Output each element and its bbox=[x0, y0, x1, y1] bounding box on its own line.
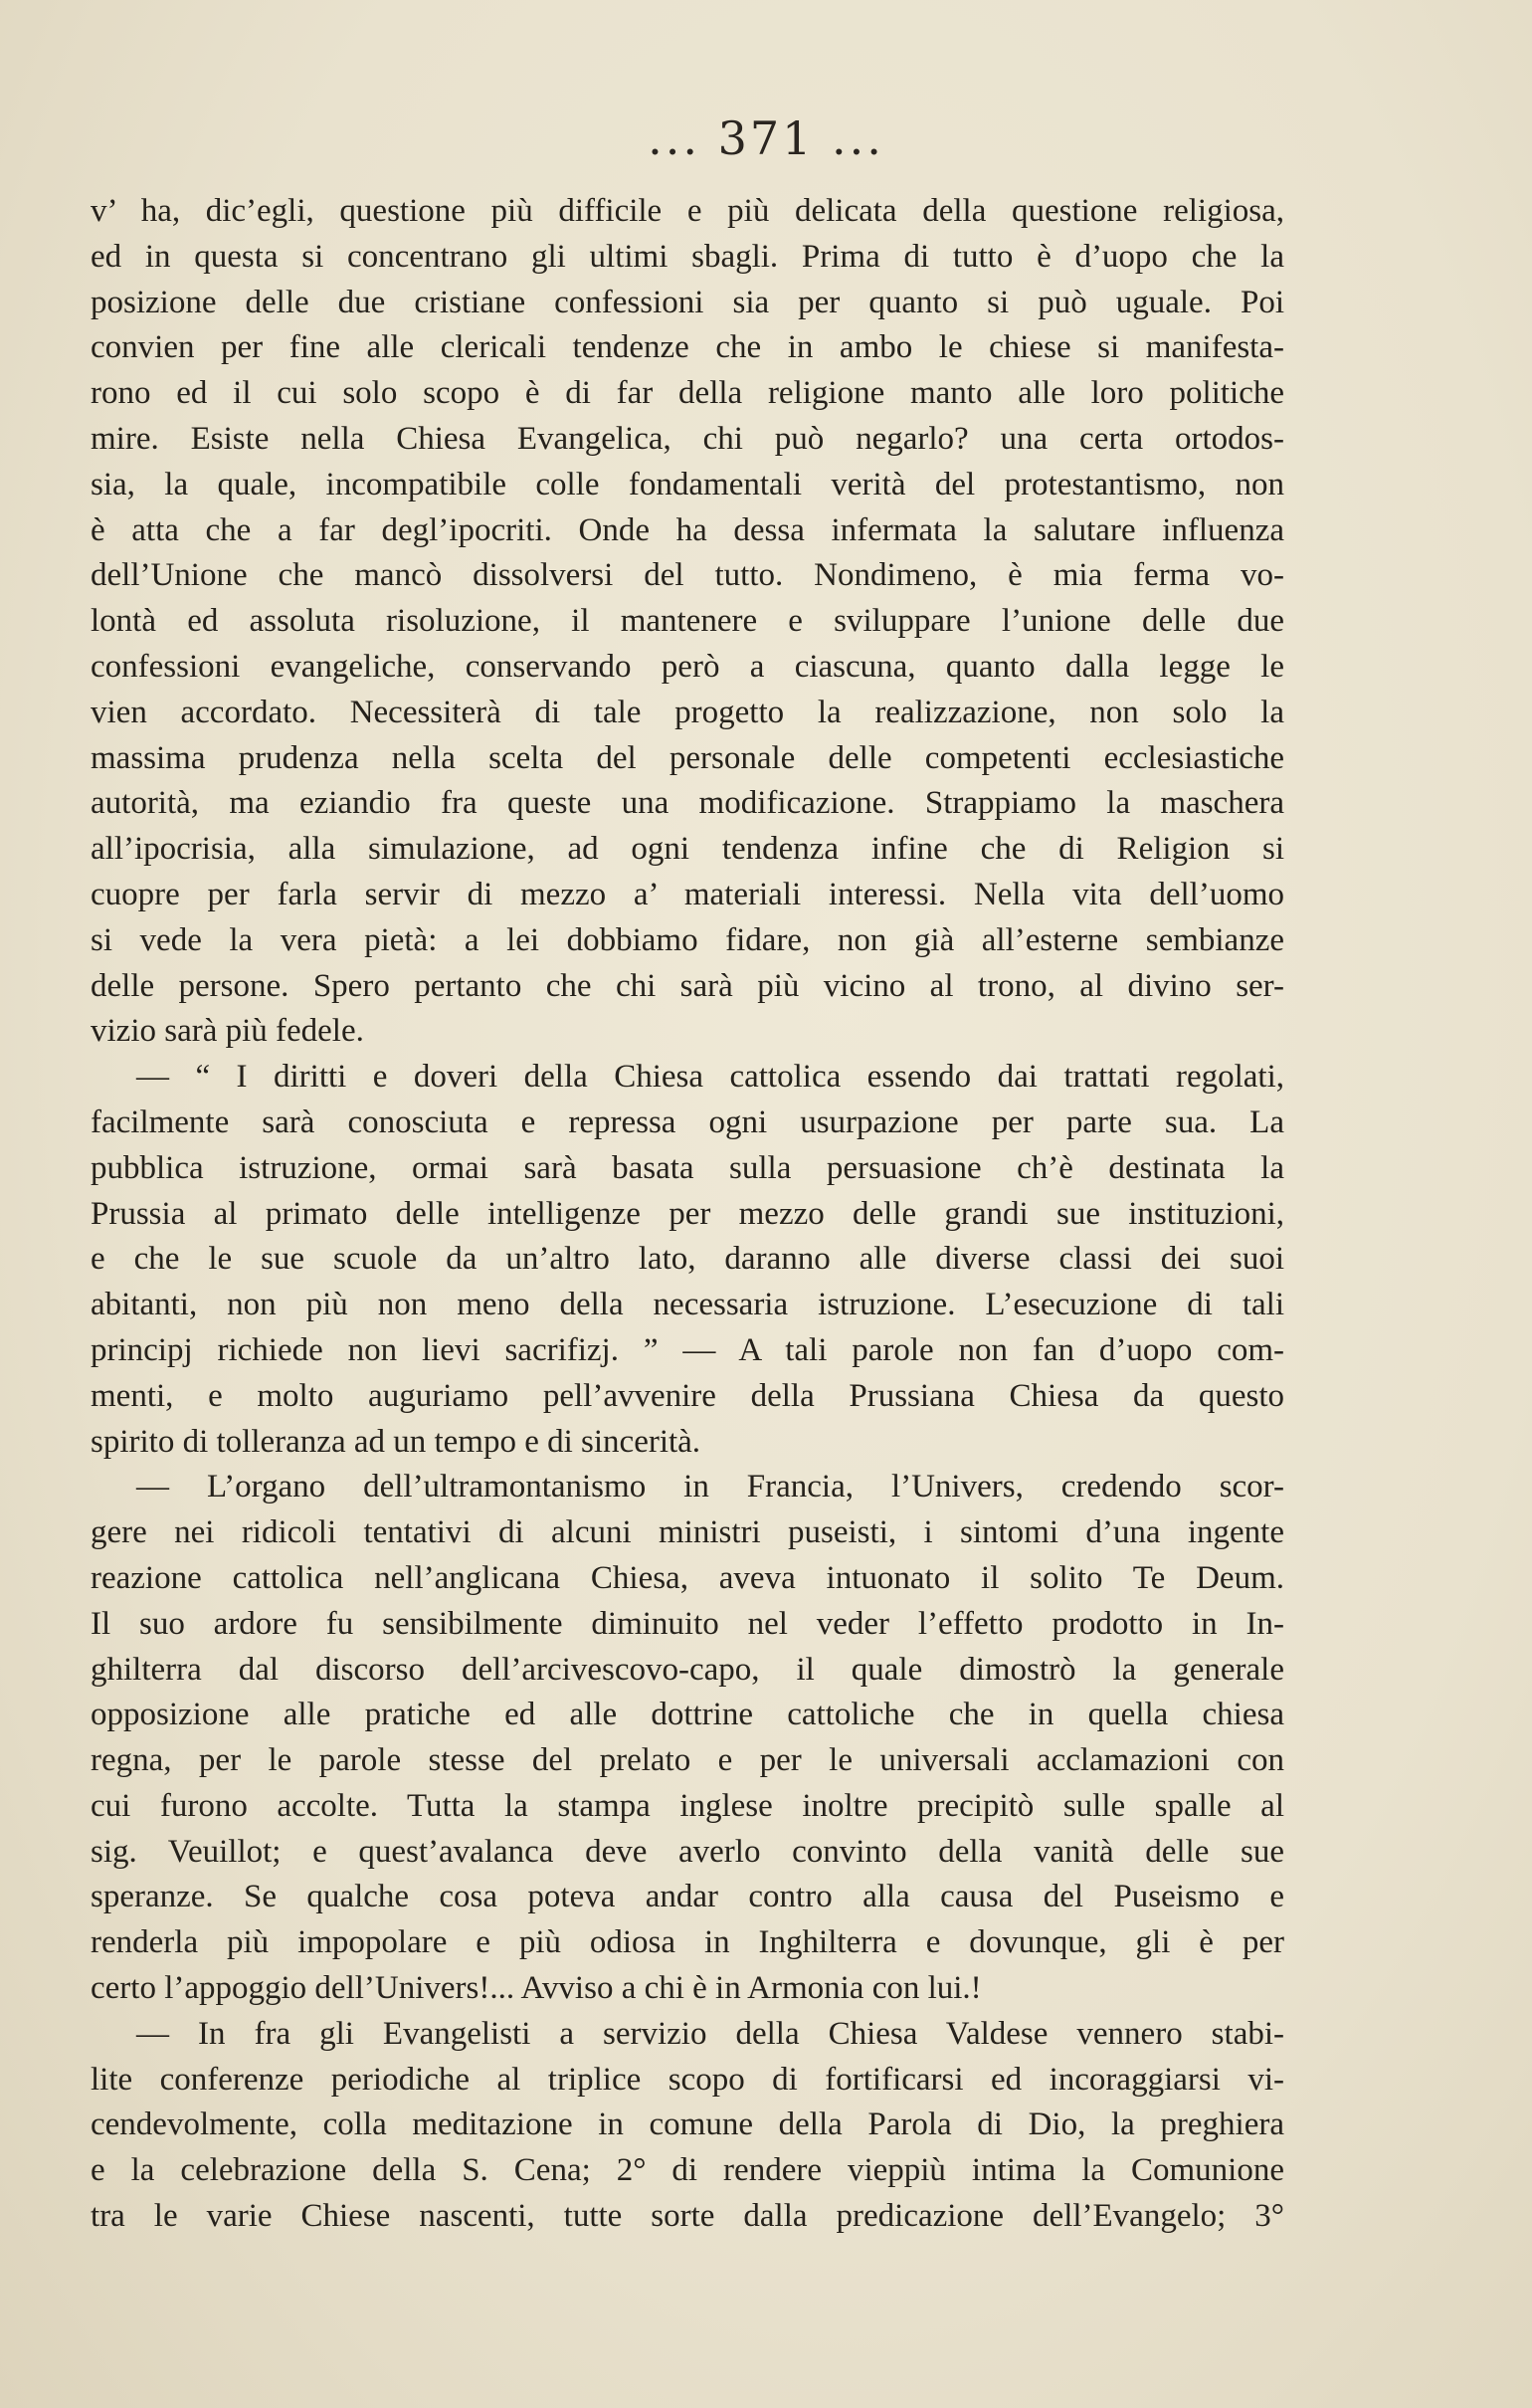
text-line: autorità, ma eziandio fra queste una modificazione. Strappiamo la maschera bbox=[91, 785, 1284, 822]
text-line: dell’Unione che mancò dissolversi del tutto. Nondimeno, è mia ferma vo- bbox=[91, 557, 1284, 594]
text-line: delle persone. Spero pertanto che chi sarà più vicino al trono, al divino ser- bbox=[91, 967, 1284, 1004]
text-line: ed in questa si concentrano gli ultimi sbagli. Prima di tutto è d’uopo che la bbox=[91, 238, 1284, 275]
text-line: all’ipocrisia, alla simulazione, ad ogni tendenza infine che di Religion si bbox=[91, 831, 1284, 868]
text-line: spirito di tolleranza ad un tempo e di sincerità. bbox=[91, 1423, 701, 1460]
text-line: — “ I diritti e doveri della Chiesa cattolica essendo dai trattati regolati, bbox=[136, 1059, 1284, 1096]
text-line: ghilterra dal discorso dell’arcivescovo-capo, il quale dimostrò la generale bbox=[91, 1651, 1284, 1688]
text-line: — In fra gli Evangelisti a servizio della Chiesa Valdese vennero stabi- bbox=[136, 2015, 1284, 2052]
text-line: rono ed il cui solo scopo è di far della religione manto alle loro politiche bbox=[91, 375, 1284, 412]
text-line: cui furono accolte. Tutta la stampa inglese inoltre precipitò sulle spalle al bbox=[91, 1787, 1284, 1824]
text-line: si vede la vera pietà: a lei dobbiamo fidare, non già all’esterne sembianze bbox=[91, 921, 1284, 958]
text-line: cendevolmente, colla meditazione in comune della Parola di Dio, la preghiera bbox=[91, 2107, 1284, 2143]
text-line: sig. Veuillot; e quest’avalanca deve averlo convinto della vanità delle sue bbox=[91, 1833, 1284, 1870]
text-line: è atta che a far degl’ipocriti. Onde ha dessa infermata la salutare influenza bbox=[91, 511, 1284, 548]
text-line: Il suo ardore fu sensibilmente diminuito nel veder l’effetto prodotto in In- bbox=[91, 1605, 1284, 1642]
text-line: confessioni evangeliche, conservando però a ciascuna, quanto dalla legge le bbox=[91, 648, 1284, 685]
text-line: certo l’appoggio dell’Univers!... Avviso a chi è in Armonia con lui.! bbox=[91, 1970, 982, 2007]
text-line: renderla più impopolare e più odiosa in Inghilterra e dovunque, gli è per bbox=[91, 1924, 1284, 1961]
body-text bbox=[91, 189, 1284, 2240]
text-line: reazione cattolica nell’anglicana Chiesa, aveva intuonato il solito Te Deum. bbox=[91, 1559, 1284, 1596]
text-line: convien per fine alle clericali tendenze che in ambo le chiese si manifesta- bbox=[91, 329, 1284, 366]
text-line: abitanti, non più non meno della necessaria istruzione. L’esecuzione di tali bbox=[91, 1287, 1284, 1323]
text-line: lontà ed assoluta risoluzione, il mantenere e sviluppare l’unione delle due bbox=[91, 603, 1284, 640]
text-line: e che le sue scuole da un’altro lato, daranno alle diverse classi dei suoi bbox=[91, 1241, 1284, 1278]
text-line: vizio sarà più fedele. bbox=[91, 1013, 364, 1050]
text-line: posizione delle due cristiane confessioni sia per quanto si può uguale. Poi bbox=[91, 284, 1284, 320]
text-line: speranze. Se qualche cosa poteva andar contro alla causa del Puseismo e bbox=[91, 1879, 1284, 1915]
text-line: Prussia al primato delle intelligenze per mezzo delle grandi sue instituzioni, bbox=[91, 1195, 1284, 1232]
text-line: — L’organo dell’ultramontanismo in Francia, l’Univers, credendo scor- bbox=[136, 1469, 1284, 1505]
text-line: opposizione alle pratiche ed alle dottrine cattoliche che in quella chiesa bbox=[91, 1697, 1284, 1733]
text-line: cuopre per farla servir di mezzo a’ materiali interessi. Nella vita dell’uomo bbox=[91, 876, 1284, 912]
text-line: principj richiede non lievi sacrifizj. ” — A tali parole non fan d’uopo com- bbox=[91, 1331, 1284, 1368]
text-line: e la celebrazione della S. Cena; 2° di rendere vieppiù intima la Comunione bbox=[91, 2152, 1284, 2189]
text-line: lite conferenze periodiche al triplice scopo di fortificarsi ed incoraggiarsi vi- bbox=[91, 2061, 1284, 2098]
text-line: mire. Esiste nella Chiesa Evangelica, chi può negarlo? una certa ortodos- bbox=[91, 420, 1284, 457]
text-line: pubblica istruzione, ormai sarà basata sulla persuasione ch’è destinata la bbox=[91, 1149, 1284, 1186]
text-line: gere nei ridicoli tentativi di alcuni ministri puseisti, i sintomi d’una ingente bbox=[91, 1514, 1284, 1551]
text-line: sia, la quale, incompatibile colle fondamentali verità del protestantismo, non bbox=[91, 466, 1284, 502]
text-line: tra le varie Chiese nascenti, tutte sorte dalla predicazione dell’Evangelo; 3° bbox=[91, 2198, 1284, 2235]
text-line: massima prudenza nella scelta del personale delle competenti ecclesiastiche bbox=[91, 739, 1284, 776]
text-line: v’ ha, dic’egli, questione più difficile e più delicata della questione religiosa, bbox=[91, 193, 1284, 229]
text-line: regna, per le parole stesse del prelato e per le universali acclamazioni con bbox=[91, 1742, 1284, 1779]
page-number: ... 371 ... bbox=[648, 111, 884, 165]
text-line: menti, e molto auguriamo pell’avvenire della Prussiana Chiesa da questo bbox=[91, 1377, 1284, 1414]
text-line: vien accordato. Necessiterà di tale progetto la realizzazione, non solo la bbox=[91, 694, 1284, 730]
text-line: facilmente sarà conosciuta e repressa ogni usurpazione per parte sua. La bbox=[91, 1104, 1284, 1140]
